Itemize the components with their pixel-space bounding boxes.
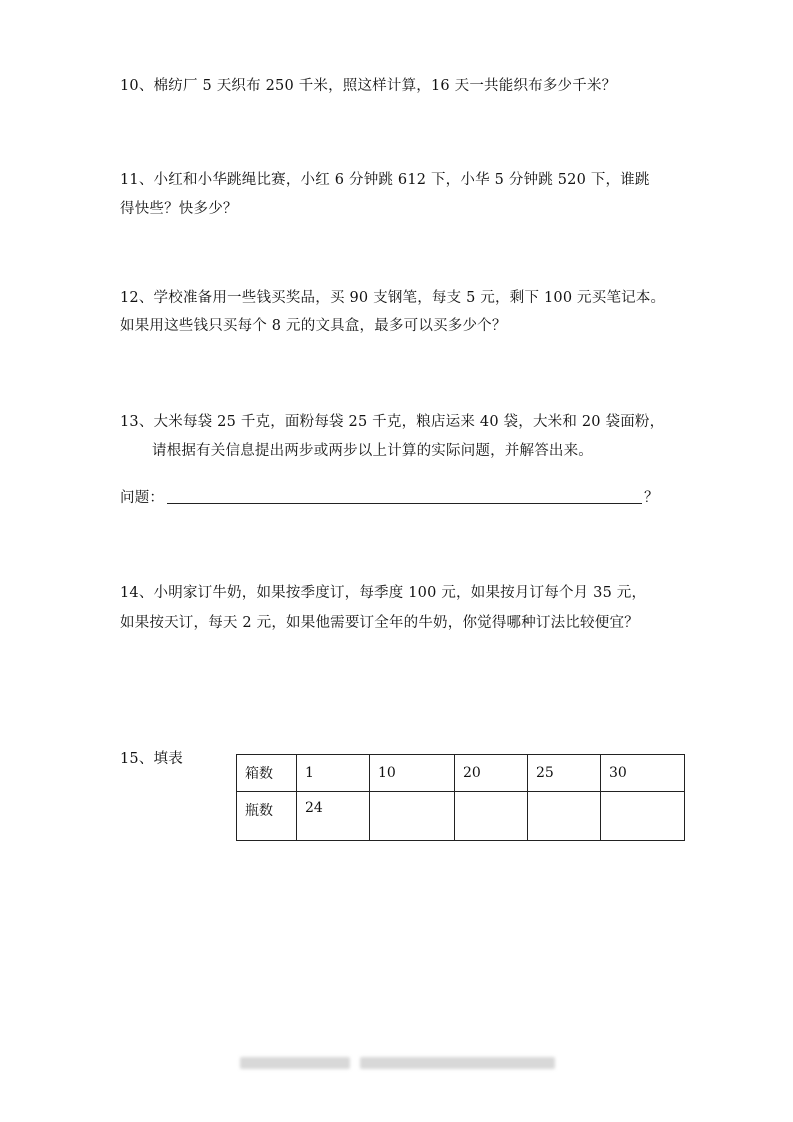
blurred-footer [240, 1057, 350, 1069]
table-cell: 箱数 [237, 755, 297, 792]
question-13-line1: 13、大米每袋 25 千克，面粉每袋 25 千克，粮店运来 40 袋，大米和 20 袋面粉， [120, 414, 665, 430]
table-cell: 20 [455, 755, 528, 792]
table-cell-blank[interactable] [370, 792, 455, 841]
table-row-bottles [237, 792, 685, 841]
table-row-boxes [237, 755, 685, 792]
question-14-line2: 如果按天订，每天 2 元，如果他需要订全年的牛奶，你觉得哪种订法比较便宜？ [120, 615, 639, 631]
table-cell: 30 [601, 755, 685, 792]
question-10: 10、棉纺厂 5 天织布 250 千米，照这样计算，16 天一共能织布多少千米？ [120, 78, 617, 94]
table-cell: 10 [370, 755, 455, 792]
table-cell: 瓶数 [237, 792, 297, 841]
question-12-line1: 12、学校准备用一些钱买奖品，买 90 支钢笔，每支 5 元，剩下 100 元买笔记本。 [120, 290, 666, 306]
question-11-line1: 11、小红和小华跳绳比赛，小红 6 分钟跳 612 下，小华 5 分钟跳 520 下，谁跳 [120, 172, 650, 188]
question-15-label: 15、填表 [120, 751, 183, 767]
question-12-line2: 如果用这些钱只买每个 8 元的文具盒，最多可以买多少个？ [120, 318, 507, 334]
table-cell: 1 [297, 755, 370, 792]
question-13-label: 问题： [120, 490, 165, 506]
question-13-end: ？ [644, 490, 659, 506]
question-11-line2: 得快些？快多少？ [120, 201, 238, 217]
table-cell: 25 [528, 755, 601, 792]
table-cell-blank[interactable] [455, 792, 528, 841]
blurred-footer [360, 1057, 555, 1069]
table-cell-blank[interactable] [601, 792, 685, 841]
question-13-line2: 请根据有关信息提出两步或两步以上计算的实际问题，并解答出来。 [152, 443, 593, 459]
answer-line[interactable] [167, 503, 642, 504]
table-cell: 24 [297, 792, 370, 841]
question-14-line1: 14、小明家订牛奶，如果按季度订，每季度 100 元，如果按月订每个月 35 元， [120, 585, 647, 601]
table-cell-blank[interactable] [528, 792, 601, 841]
fill-table [236, 754, 685, 841]
